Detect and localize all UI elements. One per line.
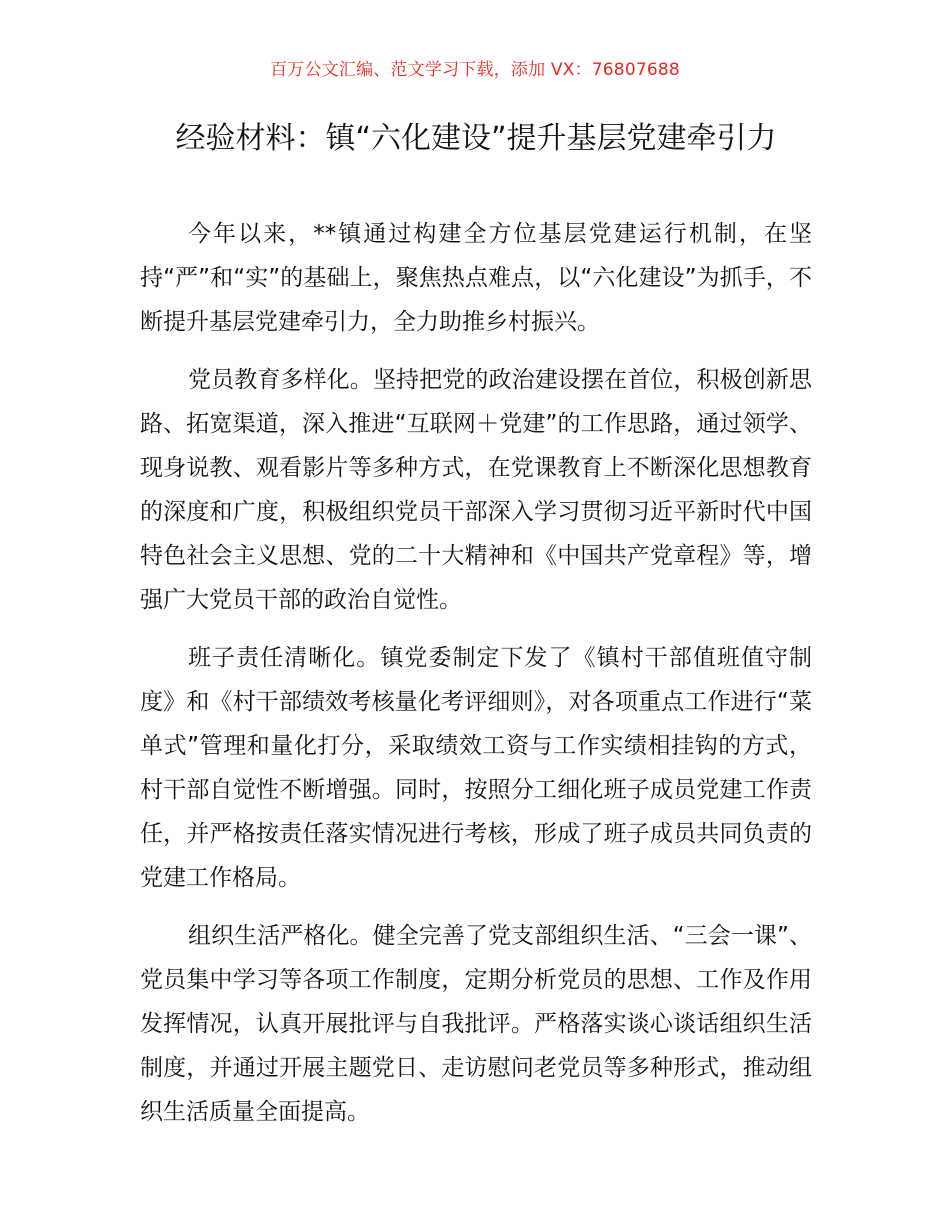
document-title: 经验材料：镇“六化建设”提升基层党建牵引力 [175,121,777,156]
paragraph-intro: 今年以来，**镇通过构建全方位基层党建运行机制，在坚持“严”和“实”的基础上，聚焦热点难点，以“六化建设”为抓手，不断提升基层党建牵引力，全力助推乡村振兴。 [140,221,812,335]
document-body [140,212,812,1148]
header-watermark: 百万公文汇编、范文学习下载，添加 VX：76807688 [270,60,680,80]
paragraph-party-member-education: 党员教育多样化。坚持把党的政治建设摆在首位，积极创新思路、拓宽渠道，深入推进“互联网＋党建”的工作思路，通过领学、现身说教、观看影片等多种方式，在党课教育上不断深化思想教育的深度和广度，积极组织党员干部深入学习贯彻习近平新时代中国特色社会主义思想、党的二十大精神和《中国共产党章程》等，增强广大党员干部的政治自觉性。 [140,367,812,613]
paragraph-organizational-life: 组织生活严格化。健全完善了党支部组织生活、“三会一课”、党员集中学习等各项工作制度，定期分析党员的思想、工作及作用发挥情况，认真开展批评与自我批评。严格落实谈心谈话组织生活制度，并通过开展主题党日、走访慰问老党员等多种形式，推动组织生活质量全面提高。 [140,923,812,1125]
paragraph-leadership-responsibility: 班子责任清晰化。镇党委制定下发了《镇村干部值班值守制度》和《村干部绩效考核量化考评细则》，对各项重点工作进行“菜单式”管理和量化打分，采取绩效工资与工作实绩相挂钩的方式，村干部自觉性不断增强。同时，按照分工细化班子成员党建工作责任，并严格按责任落实情况进行考核，形成了班子成员共同负责的党建工作格局。 [140,645,812,891]
